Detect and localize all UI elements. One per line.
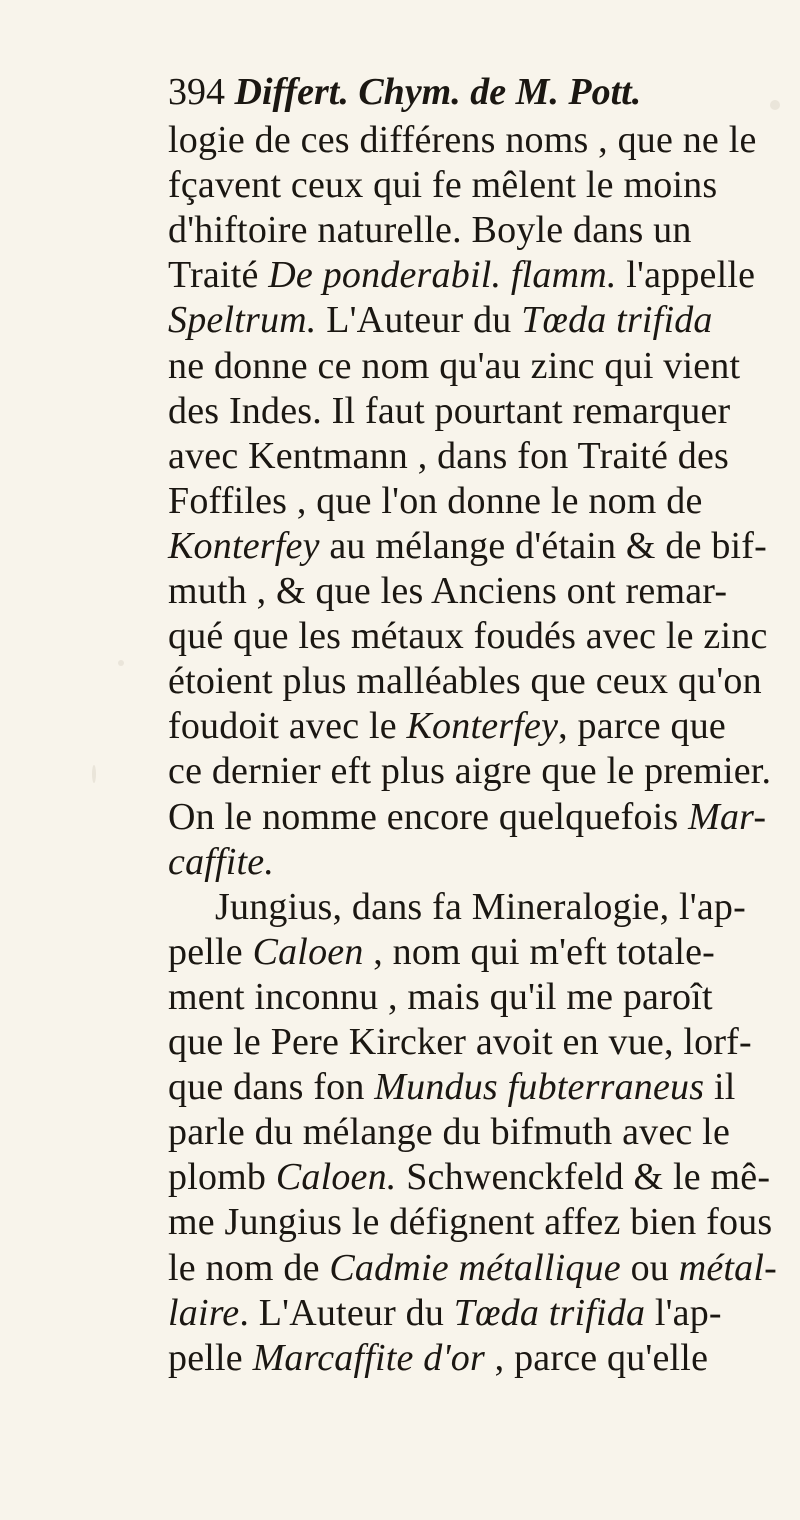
text-line — [168, 930, 798, 974]
text-run: ou — [620, 1246, 679, 1289]
text-run: il — [704, 1066, 736, 1109]
text-line — [168, 298, 798, 342]
text-line — [168, 1065, 798, 1109]
text-line — [168, 749, 798, 793]
text-line — [168, 1155, 798, 1199]
text-run: fçavent ceux qui fe mêlent le moins — [168, 164, 718, 207]
italic-text: De ponderabil. flamm. — [268, 254, 617, 297]
text-run: ce dernier eft plus aigre que le premier. — [168, 750, 772, 793]
text-line — [168, 1020, 798, 1064]
text-run: Foffiles , que l'on donne le nom de — [168, 479, 703, 522]
italic-text: Cadmie métallique — [329, 1246, 621, 1289]
text-run: l'appelle — [616, 254, 756, 297]
text-line — [168, 569, 798, 613]
text-run: . L'Auteur du — [239, 1291, 454, 1334]
text-run: que le Pere Kircker avoit en vue, lorf- — [168, 1021, 752, 1063]
running-title: Differt. Chym. de M. Pott. — [234, 71, 642, 113]
text-line — [168, 163, 798, 207]
italic-text: Speltrum. — [168, 299, 317, 342]
text-run: étoient plus malléables que ceux qu'on — [168, 660, 762, 703]
text-run: d'hiftoire naturelle. Boyle dans un — [168, 209, 692, 252]
page-number: 394 — [168, 71, 225, 113]
text-run: me Jungius le défignent affez bien fous — [168, 1201, 773, 1244]
text-line — [168, 1336, 798, 1380]
text-line — [168, 1246, 798, 1290]
italic-text: Caloen — [252, 930, 364, 973]
text-line — [168, 1291, 798, 1335]
text-line — [168, 614, 798, 658]
text-run: le nom de — [168, 1246, 330, 1289]
text-line — [168, 479, 798, 523]
text-line — [215, 885, 800, 929]
text-line — [168, 1110, 798, 1154]
italic-text: Konterfey — [168, 524, 320, 567]
text-run: l'ap- — [645, 1291, 722, 1334]
text-run: avec Kentmann , dans fon Traité des — [168, 434, 730, 477]
text-run: des Indes. Il faut pourtant remarquer — [168, 389, 731, 432]
text-line — [168, 975, 798, 1019]
italic-text: Tœda trifida — [521, 299, 713, 342]
text-line — [168, 524, 798, 568]
text-line — [168, 253, 798, 297]
paper-speck — [118, 660, 124, 666]
italic-text: Mundus fubterraneus — [374, 1066, 705, 1109]
text-line — [168, 344, 798, 388]
text-line — [168, 659, 798, 703]
italic-text: Mar- — [688, 795, 767, 838]
text-line — [168, 840, 798, 884]
text-run: plomb — [168, 1156, 276, 1199]
text-run: , nom qui m'eft totale- — [363, 930, 716, 973]
italic-text: Konterfey — [406, 705, 559, 748]
text-run: Jungius, dans fa Mineralogie, l'ap- — [215, 885, 746, 928]
text-run: qué que les métaux foudés avec le zinc — [168, 615, 768, 658]
text-line — [168, 434, 798, 478]
text-line — [168, 1200, 798, 1244]
text-run: au mélange d'étain & de bif- — [319, 524, 768, 567]
paper-speck — [770, 100, 780, 110]
italic-text: laire — [168, 1291, 240, 1334]
italic-text: Caloen. — [275, 1156, 397, 1199]
text-run: , parce que — [558, 705, 726, 748]
text-run: Schwenckfeld & le mê- — [396, 1156, 771, 1199]
text-run: ne donne ce nom qu'au zinc qui vient — [168, 344, 741, 387]
text-run: pelle — [168, 1336, 253, 1379]
text-line — [168, 118, 798, 162]
italic-text: métal- — [678, 1246, 777, 1289]
text-run: que dans fon — [168, 1066, 375, 1109]
text-line — [168, 795, 798, 839]
text-line — [168, 208, 798, 252]
text-run: parle du mélange du bifmuth avec le — [168, 1111, 731, 1154]
text-line — [168, 704, 798, 748]
text-run: muth , & que les Anciens ont remar- — [168, 570, 728, 612]
text-run: pelle — [168, 930, 253, 973]
running-header — [168, 70, 641, 114]
text-run: logie de ces différens noms , que ne le — [168, 119, 757, 161]
text-run: , parce qu'elle — [484, 1336, 709, 1379]
text-line — [168, 389, 798, 433]
text-run: ment inconnu , mais qu'il me paroît — [168, 975, 713, 1018]
text-run: On le nomme encore quelquefois — [168, 795, 689, 838]
italic-text: caffite. — [168, 840, 275, 883]
italic-text: Tœda trifida — [453, 1291, 646, 1334]
text-run: foudoit avec le — [168, 705, 407, 748]
italic-text: Marcaffite d'or — [252, 1336, 485, 1379]
text-run: Traité — [168, 254, 269, 297]
text-run: L'Auteur du — [316, 299, 522, 342]
paper-speck — [92, 765, 96, 783]
